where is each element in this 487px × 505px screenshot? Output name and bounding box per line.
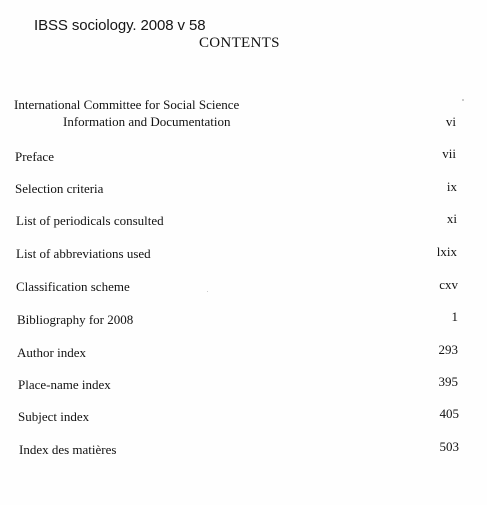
toc-entry-title: List of periodicals consulted (16, 213, 164, 228)
toc-entry-page: 293 (438, 342, 458, 357)
toc-entry-page: 1 (451, 309, 458, 324)
toc-entry-title: International Committee for Social Science (14, 97, 240, 112)
toc-entry-title: Subject index (18, 409, 90, 424)
toc-entry-title: Bibliography for 2008 (17, 312, 134, 327)
toc-entry-page: 503 (439, 439, 459, 454)
toc-entry-page: cxv (439, 277, 458, 292)
toc-entry-title: Classification scheme (16, 279, 130, 294)
toc-entry-title: Selection criteria (15, 181, 104, 196)
toc-entry-title: Index des matières (19, 442, 117, 457)
running-title: IBSS sociology. 2008 v 58 (34, 17, 206, 34)
scan-speck (207, 291, 208, 292)
toc-entry-page: 395 (438, 374, 458, 389)
toc-entry-page: vii (442, 146, 456, 161)
toc-entry-title-continuation: Information and Documentation (63, 114, 231, 129)
page-title: CONTENTS (199, 35, 280, 51)
toc-entry-page: vi (445, 114, 456, 129)
scan-speck (462, 99, 464, 101)
toc-entry-page: ix (446, 179, 457, 194)
toc-entry-page: 405 (439, 406, 459, 421)
toc-entry-title: List of abbreviations used (16, 246, 151, 261)
toc-entry-title: Author index (17, 345, 86, 360)
toc-entry-page: xi (446, 211, 457, 226)
toc-entry-title: Preface (15, 149, 54, 164)
toc-entry-title: Place-name index (18, 377, 111, 392)
toc-entry-page: lxix (436, 244, 457, 259)
